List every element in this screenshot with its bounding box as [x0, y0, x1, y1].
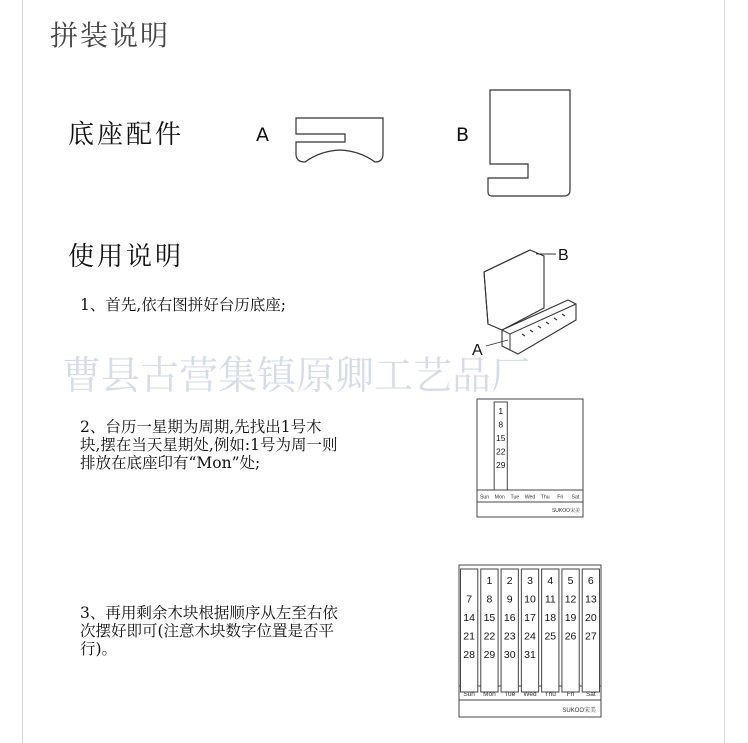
calendar-step3-number: 2	[506, 575, 513, 587]
calendar-step3-number: 25	[544, 630, 557, 643]
part-b-drawing	[482, 86, 582, 206]
calendar-step3-number: 6	[587, 575, 594, 587]
calendar-step3-number: 15	[483, 612, 496, 624]
parts-heading: 底座配件	[68, 120, 185, 150]
usage-heading: 使用说明	[68, 242, 185, 272]
calendar-step3-number: 16	[503, 612, 516, 624]
calendar-step2-number: 22	[495, 446, 506, 457]
calendar-step3-number: 7	[466, 593, 473, 606]
assembly-drawing	[472, 244, 602, 369]
calendar-step3-number: 11	[544, 593, 556, 606]
calendar-step3-number: 26	[564, 630, 577, 643]
calendar-step3-number: 9	[506, 593, 513, 606]
step-3-text: 3、再用剩余木块根据顺序从左至右依次摆好即可(注意木块数字位置是否平行)。	[80, 604, 338, 658]
calendar-step3-number: 13	[585, 593, 597, 606]
calendar-step3-weekday: Thu	[544, 691, 556, 698]
calendar-step3-weekday: Sun	[463, 691, 475, 698]
calendar-step3-weekday: Wed	[523, 691, 537, 698]
assembly-label-b: B	[558, 247, 569, 264]
assembly-label-a: A	[472, 342, 483, 359]
calendar-step3-brand: SUKOO宋美	[562, 708, 596, 714]
calendar-step3-number: 24	[524, 630, 536, 643]
calendar-step3-weekday: Tue	[504, 691, 516, 698]
calendar-step3-weekday: Mon	[483, 691, 496, 698]
part-b-outline	[488, 90, 570, 196]
calendar-step3-number: 29	[483, 649, 496, 661]
part-b-label: B	[456, 124, 470, 146]
watermark: 曹县古营集镇原卿工艺品厂	[62, 354, 531, 399]
part-a-outline	[296, 118, 383, 162]
calendar-step3-number: 31	[524, 649, 536, 661]
calendar-step3-number: 8	[486, 593, 493, 606]
calendar-step2-weekday: Fri	[557, 494, 564, 501]
calendar-step3-number: 22	[483, 630, 496, 643]
page-title: 拼装说明	[50, 19, 171, 52]
calendar-step2-weekday: Thu	[540, 494, 550, 501]
calendar-step3-number: 5	[567, 575, 574, 587]
frame-line-left	[22, 0, 23, 743]
calendar-step3-weekday: Sat	[585, 691, 596, 698]
calendar-step3-number: 30	[503, 649, 516, 661]
calendar-step2-number: 15	[495, 433, 506, 443]
frame-line-right	[724, 0, 725, 743]
calendar-step3-number: 28	[463, 649, 475, 661]
calendar-step2-weekday: Sat	[571, 494, 580, 501]
calendar-step3-number: 18	[544, 612, 557, 624]
calendar-step2-brand: SUKOO宋美	[551, 508, 580, 514]
calendar-step3-number: 12	[564, 593, 577, 606]
calendar-step3-number: 4	[547, 575, 554, 587]
calendar-step3-weekday: Fri	[566, 691, 575, 698]
calendar-step3-number: 27	[585, 630, 597, 643]
calendar-step3-number: 21	[463, 630, 475, 643]
calendar-step3-number: 1	[486, 575, 493, 587]
calendar-step2-weekday: Wed	[524, 494, 536, 501]
calendar-step3-number: 17	[524, 612, 536, 624]
calendar-step3-number: 23	[503, 630, 516, 643]
calendar-step2-weekday: Tue	[510, 494, 520, 501]
calendar-step3-number: 20	[585, 612, 597, 624]
calendar-step2-number: 29	[495, 460, 506, 470]
calendar-step3-number: 10	[524, 593, 536, 606]
part-a-drawing	[290, 112, 390, 172]
calendar-step3-number: 14	[463, 612, 475, 624]
calendar-step2-drawing	[476, 398, 586, 518]
calendar-step3-number: 3	[527, 575, 533, 587]
calendar-step2-number: 8	[498, 419, 504, 430]
calendar-step3-number: 19	[564, 612, 577, 624]
calendar-step2-number: 1	[498, 406, 504, 416]
calendar-step3-drawing	[458, 564, 603, 719]
part-a-label: A	[256, 124, 269, 146]
calendar-step2-weekday: Sun	[479, 494, 490, 501]
step-2-text: 2、台历一星期为周期,先找出1号木块,摆在当天星期处,例如:1号为周一则排放在底座印有“Mon”处;	[80, 418, 338, 472]
step-1-text: 1、首先,依右图拼好台历底座;	[80, 296, 287, 314]
calendar-step2-weekday: Mon	[494, 494, 505, 501]
